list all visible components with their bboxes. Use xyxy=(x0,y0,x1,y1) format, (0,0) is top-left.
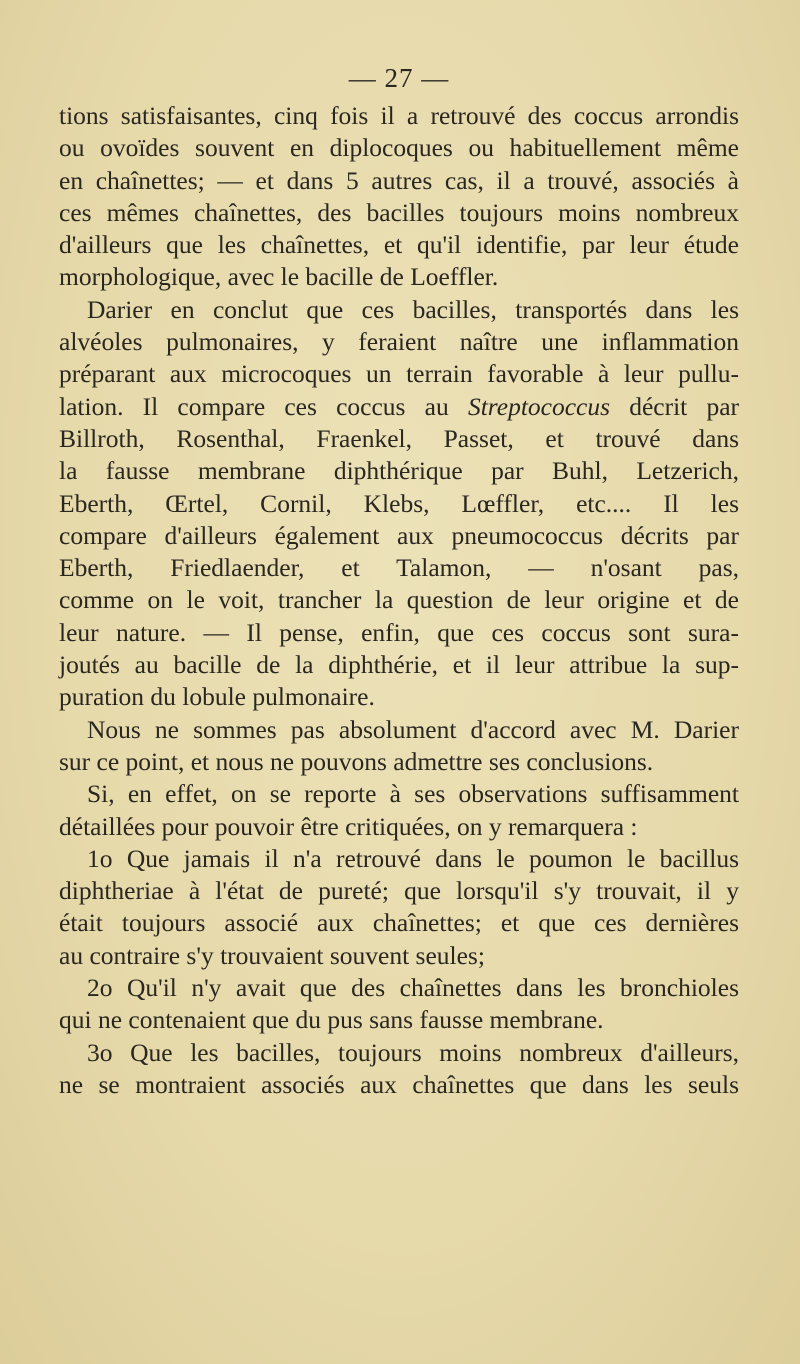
text-line: 1o Que jamais il n'a retrouvé dans le poumon le bacillus xyxy=(87,843,739,873)
text-line: alvéoles pulmonaires, y feraient naître une inflammation xyxy=(59,327,739,357)
text-line: la fausse membrane diphthérique par Buhl, Letzerich, xyxy=(59,456,739,486)
text-line: leur nature. — Il pense, enfin, que ces coccus sont sura- xyxy=(59,617,739,647)
text-line: puration du lobule pulmonaire. xyxy=(59,682,375,712)
text-line: Nous ne sommes pas absolument d'accord avec M. Darier xyxy=(87,714,739,744)
text-line: ces mêmes chaînettes, des bacilles toujours moins nombreux xyxy=(59,197,739,227)
text-line: Billroth, Rosenthal, Fraenkel, Passet, et trouvé dans xyxy=(59,423,739,453)
text-line: comme on le voit, trancher la question de leur origine et de xyxy=(59,585,739,615)
page-number: — 27 — xyxy=(348,63,450,93)
text-line: détaillées pour pouvoir être critiquées, on y remarquera : xyxy=(59,811,638,841)
text-line: tions satisfaisantes, cinq fois il a retrouvé des coccus arrondis xyxy=(59,101,739,130)
text-line: 2o Qu'il n'y avait que des chaînettes dans les bronchioles xyxy=(87,973,739,1003)
body-text xyxy=(59,100,739,1101)
book-page xyxy=(59,62,739,1101)
text-line: joutés au bacille de la diphthérie, et il leur attribue la sup- xyxy=(59,650,739,680)
text-line: en chaînettes; — et dans 5 autres cas, il a trouvé, associés à xyxy=(59,165,739,195)
text-line: sur ce point, et nous ne pouvons admettre ses conclusions. xyxy=(59,746,654,776)
text-line: ou ovoïdes souvent en diplocoques ou habituellement même xyxy=(59,133,739,163)
text-line: compare d'ailleurs également aux pneumococcus décrits par xyxy=(59,520,739,550)
text-line: Eberth, Œrtel, Cornil, Klebs, Lœffler, etc.... Il les xyxy=(59,488,739,518)
text-line: diphtheriae à l'état de pureté; que lorsqu'il s'y trouvait, il y xyxy=(59,876,739,906)
text-line: au contraire s'y trouvaient souvent seules; xyxy=(59,940,485,970)
text-line: lation. Il compare ces coccus au Streptococcus décrit par xyxy=(59,391,740,421)
italic-term: Streptococcus xyxy=(467,391,611,421)
text-line: morphologique, avec le bacille de Loeffler. xyxy=(59,262,499,292)
text-line: préparant aux microcoques un terrain favorable à leur pullu- xyxy=(59,359,739,389)
text-line: Darier en conclut que ces bacilles, transportés dans les xyxy=(87,294,739,324)
text-line: était toujours associé aux chaînettes; et que ces dernières xyxy=(59,908,739,938)
text-line: Si, en effet, on se reporte à ses observations suffisamment xyxy=(87,779,739,809)
text-line: ne se montraient associés aux chaînettes que dans les seuls xyxy=(59,1069,739,1099)
text-line: Eberth, Friedlaender, et Talamon, — n'osant pas, xyxy=(59,553,739,583)
text-line: d'ailleurs que les chaînettes, et qu'il identifie, par leur étude xyxy=(59,230,739,260)
text-line: 3o Que les bacilles, toujours moins nombreux d'ailleurs, xyxy=(87,1037,739,1067)
text-line: qui ne contenaient que du pus sans fausse membrane. xyxy=(59,1005,604,1035)
